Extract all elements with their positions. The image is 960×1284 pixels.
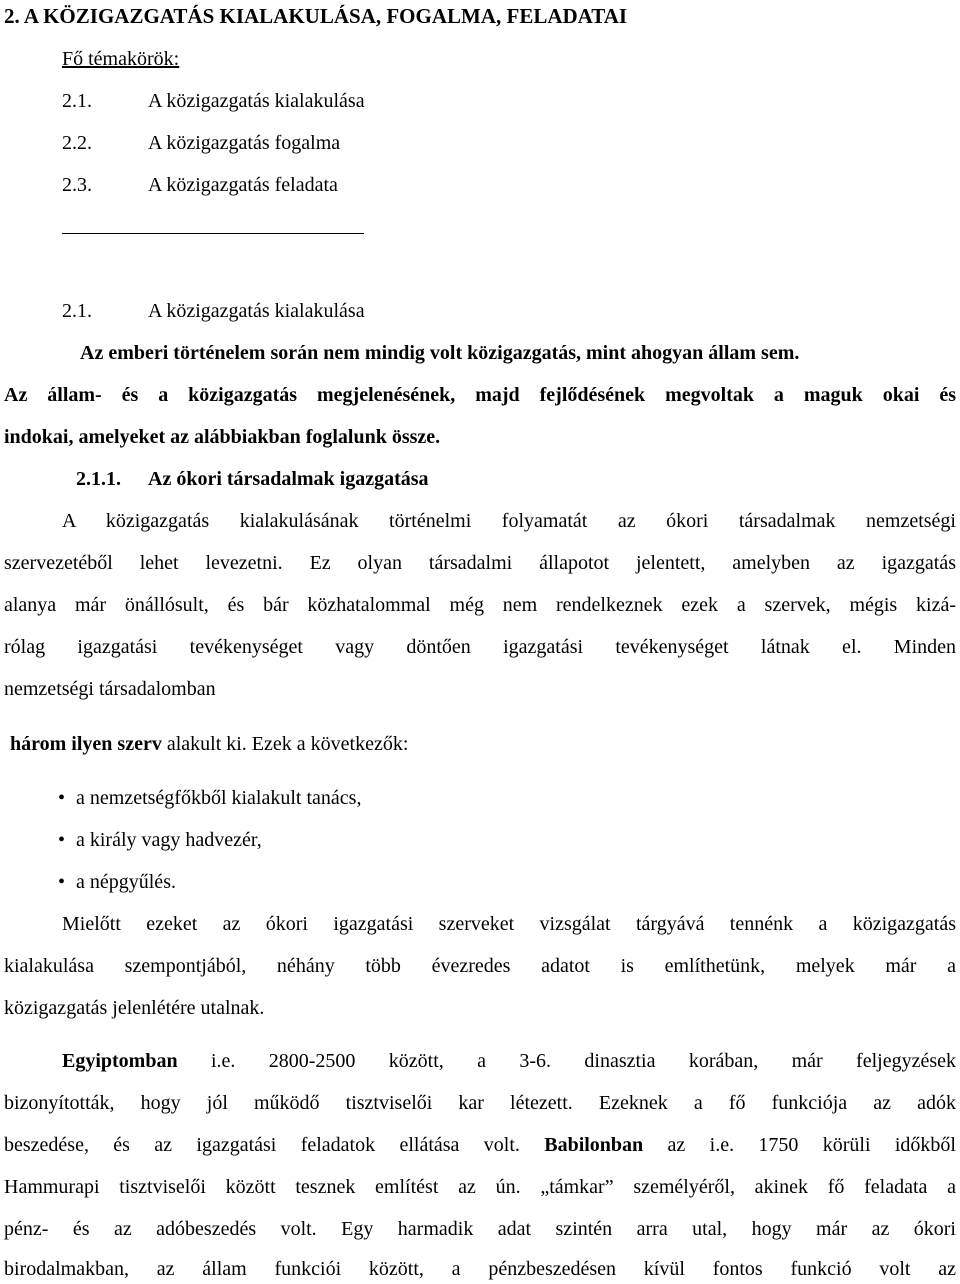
bullet-icon: •	[58, 829, 66, 851]
intro-line: Az állam- és a közigazgatás megjelenésének, majd fejlődésének megvoltak a maguk okai és	[4, 384, 956, 406]
topic-title: A közigazgatás kialakulása	[148, 90, 365, 112]
egypt-bold: Egyiptomban	[62, 1050, 178, 1072]
subsection-number: 2.1.1.	[76, 468, 121, 490]
egypt-line-post: az i.e. 1750 körüli időkből	[643, 1134, 956, 1156]
list-item-text: a király vagy hadvezér,	[76, 829, 262, 851]
egypt-line-pre: beszedése, és az igazgatási feladatok ellátása volt.	[4, 1134, 545, 1156]
paragraph-line: közigazgatás jelenlétére utalnak.	[4, 997, 265, 1019]
separator-rule	[62, 233, 364, 234]
list-item	[58, 871, 176, 894]
list-item	[58, 787, 361, 810]
three-organs-rest: alakult ki. Ezek a következők:	[161, 733, 409, 755]
paragraph-line: Mielőtt ezeket az ókori igazgatási szerveket vizsgálat tárgyává tennénk a közigazgatás	[62, 913, 956, 935]
paragraph-line: szervezetéből lehet levezetni. Ez olyan társadalmi állapotot jelentett, amelyben az igazgatás	[4, 552, 956, 574]
paragraph-line: Hammurapi tisztviselői között tesznek említést az ún. „támkar” személyéről, akinek fő feladata a	[4, 1176, 956, 1198]
bullet-icon: •	[58, 871, 66, 893]
bullet-icon: •	[58, 787, 66, 809]
section-number: 2.1.	[62, 300, 92, 322]
paragraph-line	[62, 1050, 956, 1073]
three-organs-line	[10, 733, 408, 756]
paragraph-line: nemzetségi társadalomban	[4, 678, 216, 700]
paragraph-line	[4, 1134, 956, 1157]
topic-title: A közigazgatás fogalma	[148, 132, 341, 154]
paragraph-line: alanya már önállósult, és bár közhatalommal még nem rendelkeznek ezek a szervek, mégis kizá-	[4, 594, 956, 616]
chapter-heading: 2. A KÖZIGAZGATÁS KIALAKULÁSA, FOGALMA, FELADATAI	[4, 4, 628, 28]
topic-title: A közigazgatás feladata	[148, 174, 338, 196]
babylon-bold: Babilonban	[544, 1134, 644, 1156]
intro-line: indokai, amelyeket az alábbiakban foglalunk össze.	[4, 426, 441, 448]
list-item-text: a népgyűlés.	[76, 871, 176, 893]
topic-number: 2.1.	[62, 90, 92, 112]
topic-number: 2.2.	[62, 132, 92, 154]
list-item-text: a nemzetségfőkből kialakult tanács,	[76, 787, 362, 809]
paragraph-line: rólag igazgatási tevékenységet vagy döntően igazgatási tevékenységet látnak el. Minden	[4, 636, 956, 658]
intro-line: Az emberi történelem során nem mindig volt közigazgatás, mint ahogyan állam sem.	[80, 342, 800, 364]
subsection-title: Az ókori társadalmak igazgatása	[148, 468, 429, 490]
three-organs-bold: három ilyen szerv	[10, 733, 162, 755]
topic-number: 2.3.	[62, 174, 92, 196]
paragraph-line: kialakulása szempontjából, néhány több évezredes adatot is említhetünk, melyek már a	[4, 955, 956, 977]
egypt-line-rest: i.e. 2800-2500 között, a 3-6. dinasztia korában, már feljegyzések	[177, 1050, 956, 1072]
topics-label: Fő témakörök:	[62, 48, 180, 70]
paragraph-line: A közigazgatás kialakulásának történelmi folyamatát az ókori társadalmak nemzetségi	[62, 510, 956, 532]
paragraph-line: bizonyították, hogy jól működő tisztviselői kar létezett. Ezeknek a fő funkciója az adók	[4, 1092, 956, 1114]
paragraph-line: pénz- és az adóbeszedés volt. Egy harmadik adat szintén arra utal, hogy már az ókori	[4, 1218, 956, 1240]
section-title: A közigazgatás kialakulása	[148, 300, 365, 322]
list-item	[58, 829, 262, 852]
paragraph-line: birodalmakban, az állam funkciói között, a pénzbeszedésen kívül fontos funkció volt az	[4, 1258, 956, 1280]
